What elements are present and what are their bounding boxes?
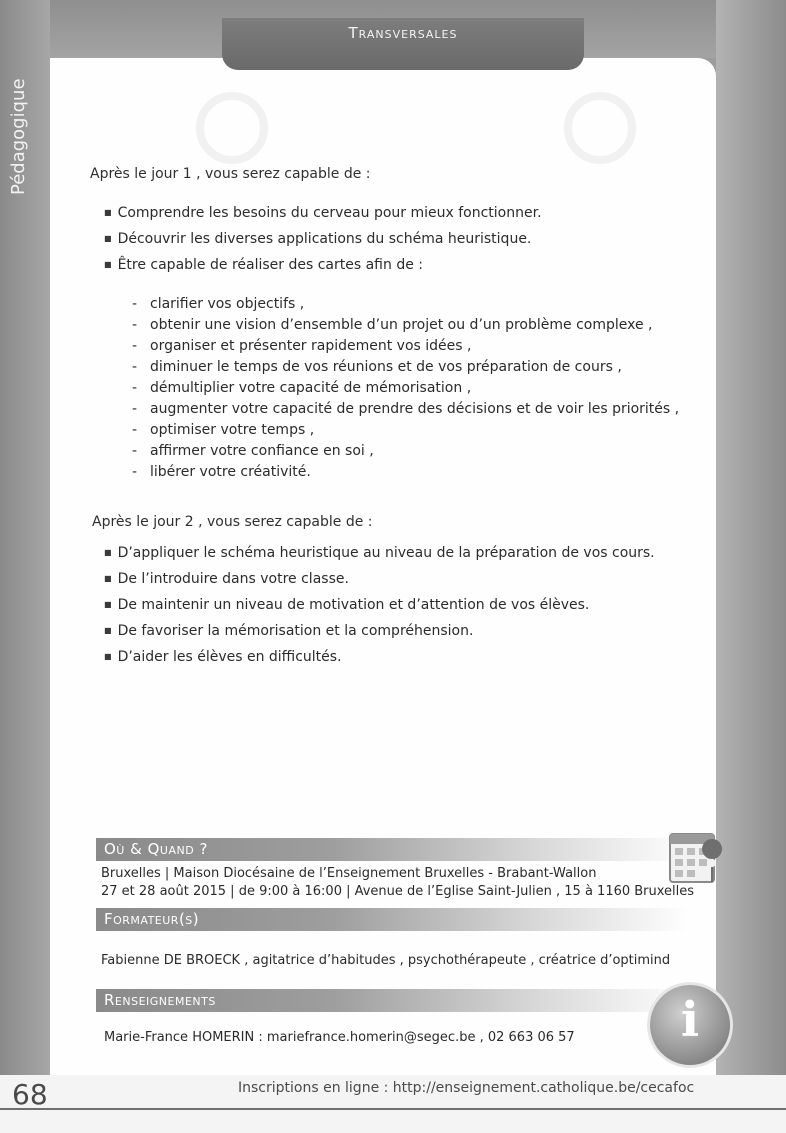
- day1-intro: Après le jour 1 , vous serez capable de :: [90, 166, 371, 182]
- list-item: - démultiplier votre capacité de mémorisation ,: [132, 378, 679, 399]
- side-category-label: Pédagogique: [8, 78, 29, 195]
- list-item: ■ Comprendre les besoins du cerveau pour mieux fonctionner.: [104, 200, 542, 226]
- list-item: - augmenter votre capacité de prendre des décisions et de voir les priorités ,: [132, 399, 679, 420]
- page-number: 68: [12, 1078, 48, 1111]
- where-when-label: Où & Quand ?: [104, 840, 208, 858]
- list-item: - organiser et présenter rapidement vos idées ,: [132, 336, 679, 357]
- day2-bullets: [104, 540, 655, 670]
- day1-sub-items: [132, 294, 679, 483]
- info-icon-glyph: i: [680, 992, 700, 1048]
- section-title: Transversales: [348, 24, 458, 42]
- list-item: ■ D’appliquer le schéma heuristique au niveau de la préparation de vos cours.: [104, 540, 655, 566]
- where-when-line-1: Bruxelles | Maison Diocésaine de l’Enseignement Bruxelles - Brabant-Wallon: [101, 866, 597, 881]
- list-item: ■ De maintenir un niveau de motivation et d’attention de vos élèves.: [104, 592, 655, 618]
- list-item: ■ Découvrir les diverses applications du schéma heuristique.: [104, 226, 542, 252]
- list-item: ■ Être capable de réaliser des cartes afin de :: [104, 252, 542, 278]
- list-item: ■ D’aider les élèves en difficultés.: [104, 644, 655, 670]
- list-item: ■ De favoriser la mémorisation et la compréhension.: [104, 618, 655, 644]
- day2-intro: Après le jour 2 , vous serez capable de :: [92, 514, 373, 530]
- calendar-icon: [668, 828, 724, 892]
- list-item: - clarifier vos objectifs ,: [132, 294, 679, 315]
- day1-bullets: [104, 200, 542, 278]
- where-when-line-2: 27 et 28 août 2015 | de 9:00 à 16:00 | Avenue de l’Eglise Saint-Julien , 15 à 1160 Bruxelles: [101, 884, 695, 899]
- list-item: ■ De l’introduire dans votre classe.: [104, 566, 655, 592]
- list-item: - diminuer le temps de vos réunions et de vos préparation de cours ,: [132, 357, 679, 378]
- trainers-line: Fabienne DE BROECK , agitatrice d’habitudes , psychothérapeute , créatrice d’optimind: [101, 953, 671, 968]
- list-item: - libérer votre créativité.: [132, 462, 679, 483]
- list-item: - obtenir une vision d’ensemble d’un projet ou d’un problème complexe ,: [132, 315, 679, 336]
- contact-line: Marie-France HOMERIN : mariefrance.homerin@segec.be , 02 663 06 57: [104, 1030, 575, 1045]
- list-item: - optimiser votre temps ,: [132, 420, 679, 441]
- info-label: Renseignements: [104, 991, 216, 1009]
- list-item: - affirmer votre confiance en soi ,: [132, 441, 679, 462]
- trainers-label: Formateur(s): [104, 910, 200, 928]
- registration-link[interactable]: Inscriptions en ligne : http://enseignement.catholique.be/cecafoc: [238, 1080, 695, 1096]
